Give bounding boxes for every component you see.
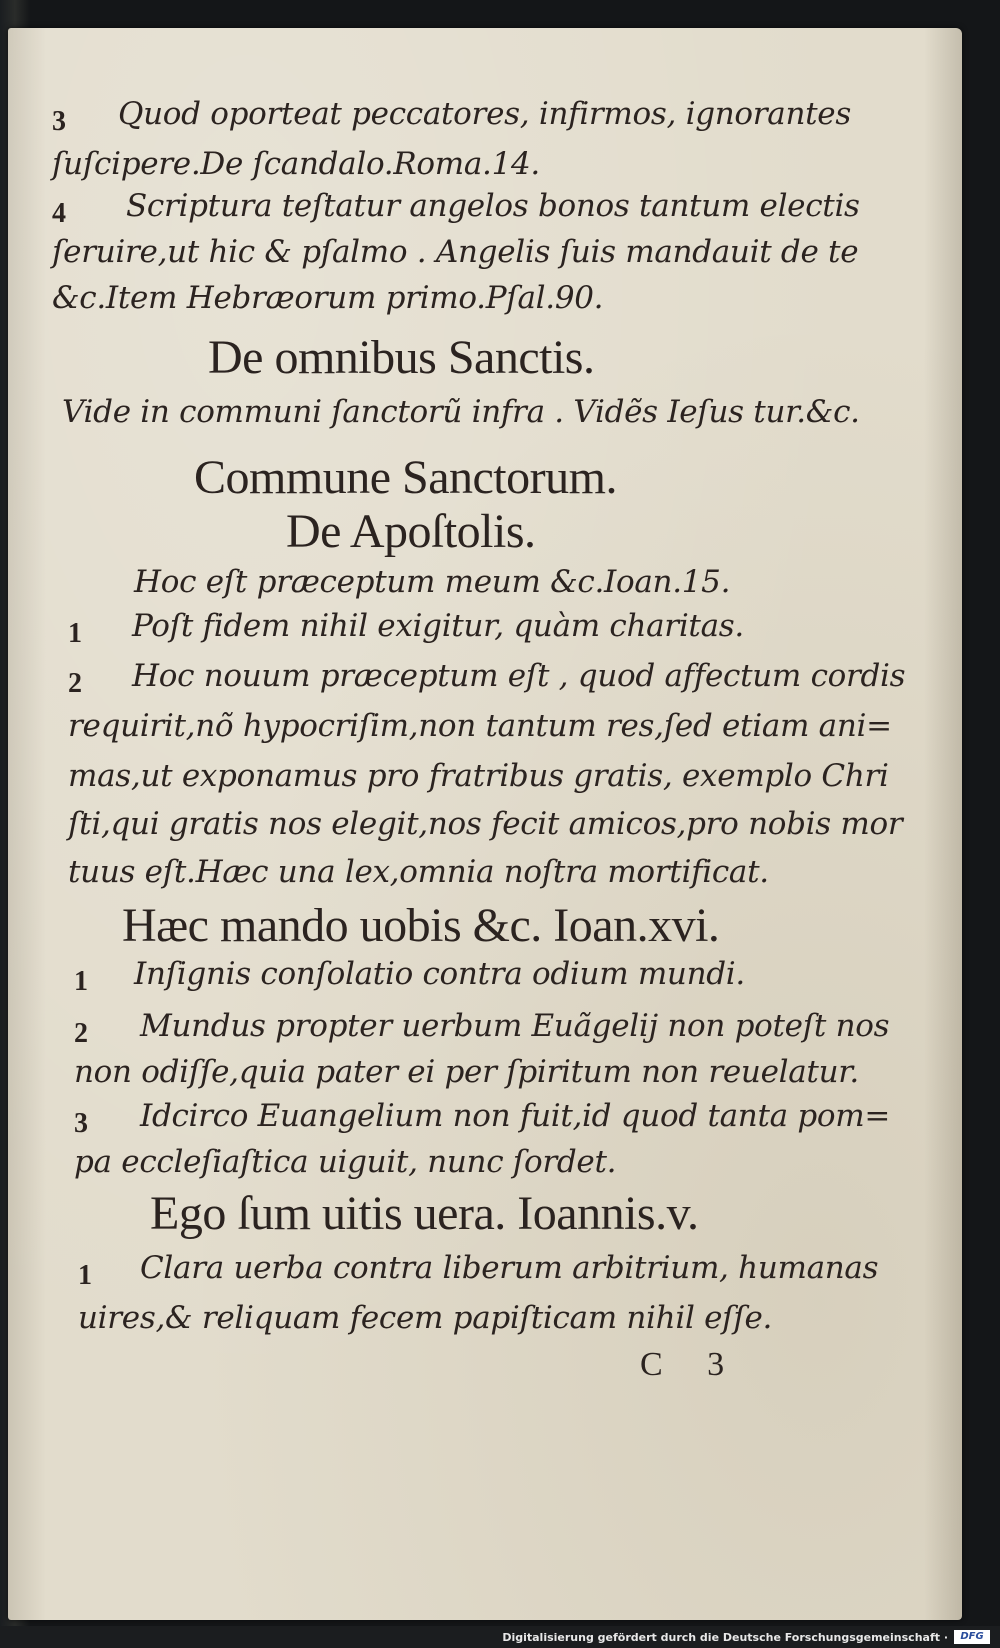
text-line: pa eccleſiaſtica uiguit, nunc ſordet. <box>74 1144 617 1180</box>
section-heading: Hæc mando uobis &c. Ioan.xvi. <box>122 899 720 952</box>
text-line: Idcirco Euangelium non fuit,id quod tanta pom= <box>140 1098 891 1134</box>
dfg-logo-icon: DFG <box>954 1630 990 1644</box>
text-line: Quod oporteat peccatores, infirmos, ignorantes <box>118 96 851 132</box>
text-line: tuus eſt.Hæc una lex,omnia noſtra mortificat. <box>68 854 769 890</box>
text-line: non odiſſe,quia pater ei per ſpiritum non reuelatur. <box>74 1054 859 1090</box>
signature-mark: C 3 <box>640 1346 743 1383</box>
text-line: Inſignis conſolatio contra odium mundi. <box>134 956 745 992</box>
item-number: 3 <box>74 1108 88 1139</box>
text-line: Scriptura teſtatur angelos bonos tantum electis <box>126 188 860 224</box>
book-page <box>8 28 962 1620</box>
text-line: Clara uerba contra liberum arbitrium, humanas <box>140 1250 879 1286</box>
text-line: requirit,nõ hypocriſim,non tantum res,ſed etiam ani= <box>68 708 892 744</box>
text-line: Mundus propter uerbum Euãgelij non poteſt nos <box>140 1008 890 1044</box>
text-line: Vide in communi ſanctorũ infra . Vidẽs Ieſus tur.&c. <box>62 394 860 430</box>
item-number: 1 <box>68 618 82 649</box>
text-line: uires,& reliquam fecem papiſticam nihil eſſe. <box>78 1300 773 1336</box>
section-heading: De Apoſtolis. <box>286 505 536 558</box>
item-number: 1 <box>78 1260 92 1291</box>
text-line: Poſt fidem nihil exigitur, quàm charitas. <box>132 608 744 644</box>
text-line: mas,ut exponamus pro fratribus gratis, exemplo Chri <box>68 758 889 794</box>
item-number: 1 <box>74 966 88 997</box>
text-subheading: Hoc eſt præceptum meum &c.Ioan.15. <box>134 564 731 600</box>
item-number: 2 <box>74 1018 88 1049</box>
section-heading: Commune Sanctorum. <box>194 451 617 504</box>
text-line: ſti,qui gratis nos elegit,nos fecit amicos,pro nobis mor <box>68 806 903 842</box>
item-number: 4 <box>52 198 66 229</box>
item-number: 3 <box>52 106 66 137</box>
footer-bar <box>0 1626 1000 1648</box>
text-line: ſeruire,ut hic & pſalmo . Angelis ſuis mandauit de te <box>52 234 859 270</box>
text-line: &c.Item Hebræorum primo.Pſal.90. <box>52 280 604 316</box>
footer-credit: Digitalisierung gefördert durch die Deutsche Forschungsgemeinschaft · <box>502 1631 948 1644</box>
text-line: ſuſcipere.De ſcandalo.Roma.14. <box>52 146 540 182</box>
section-heading: Ego ſum uitis uera. Ioannis.v. <box>150 1187 699 1240</box>
item-number: 2 <box>68 668 82 699</box>
text-line: Hoc nouum præceptum eſt , quod affectum cordis <box>132 658 906 694</box>
section-heading: De omnibus Sanctis. <box>208 331 595 384</box>
